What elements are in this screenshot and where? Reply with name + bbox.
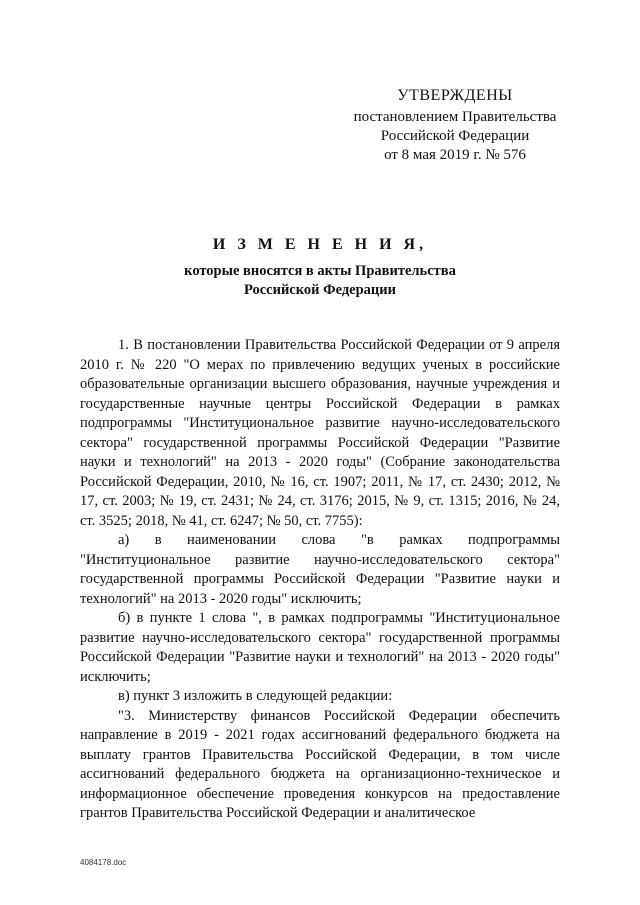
paragraph-c: в) пункт 3 изложить в следующей редакции: bbox=[118, 688, 393, 704]
document-heading bbox=[60, 234, 580, 300]
document-subtitle-line-1: которые вносятся в акты Правительства bbox=[184, 263, 456, 279]
document-body bbox=[80, 336, 560, 824]
document-subtitle-line-2: Российской Федерации bbox=[243, 282, 396, 298]
approved-label: УТВЕРЖДЕНЫ bbox=[397, 87, 513, 104]
paragraph-a: а) в наименовании слова "в рамках подпрограммы "Институциональное развитие научно-исследовательского сектора" государственной программы Российской Федерации "Развитие науки и технологий" на 2013 - 2020 годы" исключить; bbox=[80, 532, 560, 607]
paragraph-b: б) в пункте 1 слова ", в рамках подпрограммы "Институциональное развитие научно-исследовательского сектора" государственной программы Российской Федерации "Развитие науки и технологий" на 2013 - 2020 годы" исключить; bbox=[80, 610, 560, 685]
paragraph-1: 1. В постановлении Правительства Российской Федерации от 9 апреля 2010 г. № 220 "О мерах по привлечению ведущих ученых в российские образовательные организации высшего образования, научные учреждения и государственные научные центры Российской Федерации в рамках подпрограммы "Институциональное развитие научно-исследовательского сектора" государственной программы Российской Федерации "Развитие науки и технологий" на 2013 - 2020 годы" (Собрание законодательства Российской Федерации, 2010, № 16, ст. 1907; 2011, № 17, ст. 2430; 2012, № 17, ст. 2003; № 19, ст. 2431; № 24, ст. 3176; 2015, № 9, ст. 1315; 2016, № 24, ст. 3525; 2018, № 41, ст. 6247; № 50, ст. 7755): bbox=[80, 337, 560, 529]
paragraph-3-new-text: "3. Министерству финансов Российской Федерации обеспечить направление в 2019 - 2021 годах ассигнований федерального бюджета на выплату грантов Правительства Российской Федерации, в том числе ассигнований федерального бюджета на организационно-техническое и информационное обеспечение проведения конкурсов на предоставление грантов Правительства Российской Федерации и аналитическое bbox=[80, 707, 560, 821]
footer-doc-id: 4084178.doc bbox=[80, 858, 127, 867]
approval-line-1: постановлением Правительства bbox=[353, 109, 557, 125]
approval-line-3: от 8 мая 2019 г. № 576 bbox=[384, 147, 526, 163]
approval-stamp bbox=[340, 86, 570, 165]
document-title: И З М Е Н Е Н И Я, bbox=[212, 236, 428, 253]
approval-line-2: Российской Федерации bbox=[380, 128, 530, 144]
